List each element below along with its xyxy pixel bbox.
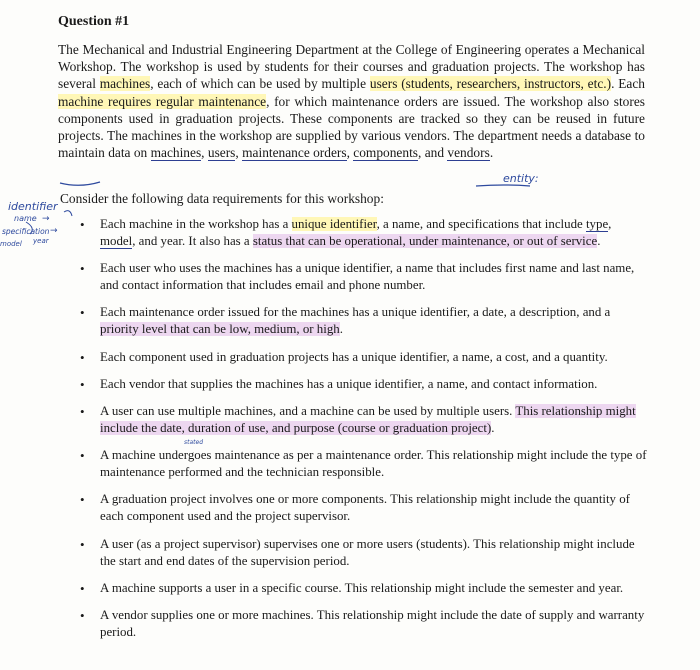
text-run: A user (as a project supervisor) supervises one or more users (students). This relationship might include the start and end dates of the supervision period. <box>100 536 635 568</box>
requirement-item <box>58 447 648 481</box>
handwritten-specification-note: specification <box>2 227 50 236</box>
requirement-item <box>58 536 648 570</box>
text-run: , <box>201 145 208 161</box>
yellow-highlight: users (students, researchers, instructors, etc.) <box>369 76 612 92</box>
underlined-term: components <box>353 145 419 161</box>
bullet-icon: • <box>80 607 85 623</box>
text-run: , <box>346 145 354 161</box>
requirement-item <box>58 580 648 597</box>
handwritten-small-note: stated <box>184 439 204 446</box>
bullet-icon: • <box>80 217 85 232</box>
requirement-item <box>58 403 648 437</box>
text-run: A user can use multiple machines, and a machine can be used by multiple users. <box>100 403 516 418</box>
text-run: A machine undergoes maintenance as per a maintenance order. This relationship might include the type of maintenance performed and the technician responsible. <box>100 448 647 480</box>
text-run: A machine supports a user in a specific course. This relationship might include the semester and year. <box>100 580 624 595</box>
underlined-term: model <box>100 234 133 248</box>
purple-highlight: This relationship might include the date, duration of use, and purpose (course or graduation project) <box>100 403 636 435</box>
purple-highlight: priority level that can be low, medium, or high <box>100 322 340 337</box>
requirement-item <box>58 216 648 250</box>
bullet-icon: • <box>80 580 85 596</box>
data-requirements-list <box>58 216 648 651</box>
requirements-intro: Consider the following data requirements for this workshop: <box>60 191 384 206</box>
underlined-term: type <box>585 217 609 231</box>
bullet-icon: • <box>80 448 85 464</box>
requirement-item <box>58 349 648 366</box>
requirement-item <box>58 376 648 393</box>
text-run: Each user who uses the machines has a unique identifier, a name that includes first name and last name, and contact information that includes email and phone number. <box>100 261 635 293</box>
text-run: . <box>489 145 494 161</box>
text-run: The Mechanical and Industrial Engineering Department at the College of Engineering operates a Mechanical Workshop. The workshop is used by students for their courses and graduation projects. The workshop has several <box>58 42 645 92</box>
yellow-highlight: machine requires regular maintenance <box>58 93 267 109</box>
requirement-item <box>58 260 648 294</box>
yellow-highlight: machines <box>99 76 151 92</box>
text-run: . <box>597 234 601 248</box>
text-run: , a name, and specifications that include <box>376 217 586 231</box>
handwritten-year-note: year <box>33 237 49 245</box>
text-run: , each of which can be used by multiple <box>150 76 370 92</box>
text-run: , <box>235 145 243 161</box>
text-run: Each maintenance order issued for the machines has a unique identifier, a date, a description, and a <box>100 305 611 320</box>
yellow-highlight: unique identifier <box>291 217 377 231</box>
purple-highlight: status that can be operational, under maintenance, or out of service <box>252 234 598 248</box>
question-title: Question #1 <box>58 14 130 29</box>
underlined-term: vendors <box>447 145 490 161</box>
handwritten-name-note: name <box>14 214 37 223</box>
handwritten-entity-note: entity: <box>503 172 539 185</box>
text-run: , <box>608 217 612 231</box>
underlined-term: maintenance orders <box>242 145 347 161</box>
requirement-item <box>58 607 648 641</box>
text-run: , and <box>418 145 448 161</box>
handwritten-arrow-1: → <box>42 214 50 224</box>
text-run: A graduation project involves one or more components. This relationship might include the quantity of each component used and the project supervisor. <box>100 492 630 524</box>
bullet-icon: • <box>80 261 85 277</box>
text-run: . <box>339 322 343 337</box>
bullet-icon: • <box>80 376 85 392</box>
text-run: A vendor supplies one or more machines. This relationship might include the date of supply and warranty period. <box>100 607 645 639</box>
bullet-icon: • <box>80 492 85 508</box>
text-run: Each component used in graduation projects has a unique identifier, a name, a cost, and a quantity. <box>100 349 608 364</box>
handwritten-model-note: model <box>0 240 22 248</box>
bullet-icon: • <box>80 403 85 419</box>
text-run: Each vendor that supplies the machines has a unique identifier, a name, and contact information. <box>100 376 598 391</box>
underlined-term: machines <box>150 145 202 161</box>
underlined-term: users <box>207 145 236 161</box>
requirement-item <box>58 491 648 525</box>
text-run: , for which maintenance orders are issued. The workshop also stores components used in graduation projects. These components are tracked so they can be reused in future projects. The machines in the workshop are supplied by various vendors. The department needs a database to maintain data on <box>58 93 645 161</box>
requirement-item <box>58 304 648 338</box>
bullet-icon: • <box>80 349 85 365</box>
bullet-icon: • <box>80 536 85 552</box>
text-run: , and year. It also has a <box>132 234 253 248</box>
bullet-icon: • <box>80 305 85 321</box>
handwritten-identifier-note: identifier <box>8 200 58 213</box>
handwritten-arrow-2: → <box>50 226 58 236</box>
workshop-description-paragraph <box>58 41 645 161</box>
text-run: Each machine in the workshop has a <box>100 217 292 231</box>
text-run: . Each <box>611 76 646 92</box>
text-run: . <box>491 420 495 435</box>
